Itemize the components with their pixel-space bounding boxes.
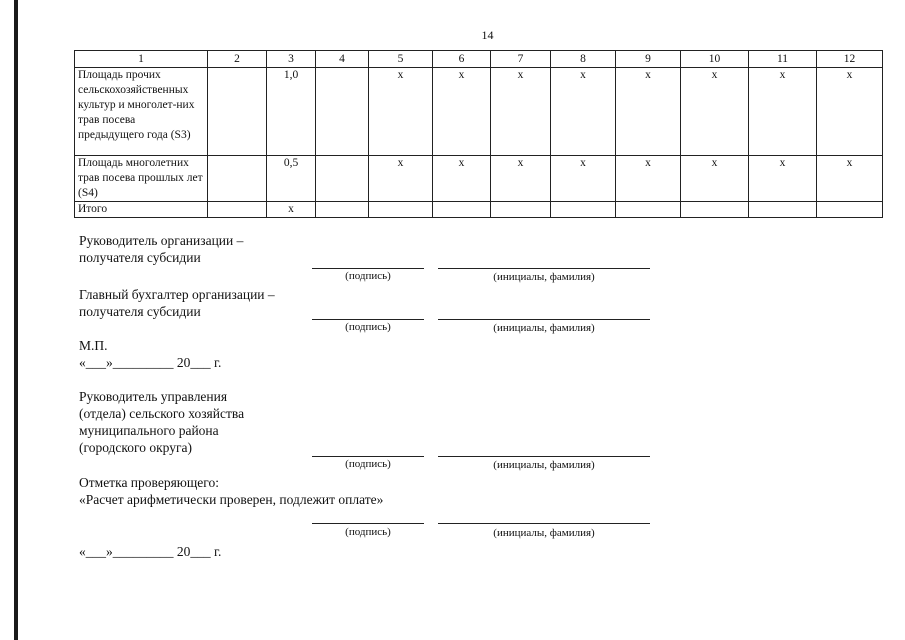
table-cell: x: [817, 68, 883, 156]
signature-line: [312, 268, 424, 269]
name-line: [438, 456, 650, 457]
table-cell: [749, 202, 817, 218]
name-line: [438, 319, 650, 320]
table-cell: [316, 68, 369, 156]
table-cell: x: [491, 68, 551, 156]
name-line: [438, 268, 650, 269]
signature-line: [312, 523, 424, 524]
table-cell: x: [491, 156, 551, 202]
table-cell: 1,0: [267, 68, 316, 156]
table-cell: [208, 68, 267, 156]
row-label: Итого: [75, 202, 208, 218]
table-cell: [316, 156, 369, 202]
inspector-mark-label: Отметка проверяющего: «Расчет арифметически проверен, подлежит оплате»: [79, 475, 384, 507]
table-cell: [369, 202, 433, 218]
table-header-cell: 7: [491, 51, 551, 68]
table-cell: x: [681, 68, 749, 156]
head-org-label: Руководитель организации – получателя субсидии: [79, 233, 244, 265]
table-header-cell: 5: [369, 51, 433, 68]
table-header-cell: 11: [749, 51, 817, 68]
table-cell: x: [267, 202, 316, 218]
table-cell: x: [616, 68, 681, 156]
head-dept-label: Руководитель управления (отдела) сельского хозяйства муниципального района (городского округа): [79, 389, 245, 455]
row-label: Площадь прочих сельскохозяйственных культур и многолет-них трав посева предыдущего года (S3): [75, 68, 208, 156]
table-header-cell: 2: [208, 51, 267, 68]
page-number: 14: [481, 28, 494, 42]
signature-caption: (подпись): [345, 458, 391, 470]
table-cell: x: [749, 68, 817, 156]
table-header-cell: 8: [551, 51, 616, 68]
table-cell: 0,5: [267, 156, 316, 202]
date-line: «___»_________ 20___ г.: [79, 544, 222, 559]
table-cell: [316, 202, 369, 218]
table-header-cell: 6: [433, 51, 491, 68]
table-cell: x: [369, 156, 433, 202]
table-cell: [817, 202, 883, 218]
chief-accountant-label: Главный бухгалтер организации – получателя субсидии: [79, 287, 275, 319]
signature-line: [312, 319, 424, 320]
table-header-cell: 1: [75, 51, 208, 68]
table-cell: x: [369, 68, 433, 156]
table-header-cell: 3: [267, 51, 316, 68]
table-header-cell: 12: [817, 51, 883, 68]
table-row: [75, 68, 883, 156]
table-header-row: [75, 51, 883, 68]
table-header-cell: 10: [681, 51, 749, 68]
row-label: Площадь многолетних трав посева прошлых лет (S4): [75, 156, 208, 202]
signature-caption: (подпись): [345, 526, 391, 538]
table-header-cell: 4: [316, 51, 369, 68]
data-table: [74, 50, 883, 218]
table-cell: x: [817, 156, 883, 202]
table-cell: [551, 202, 616, 218]
table-cell: [208, 156, 267, 202]
name-line: [438, 523, 650, 524]
table-cell: x: [433, 68, 491, 156]
table-header-cell: 9: [616, 51, 681, 68]
table-cell: [433, 202, 491, 218]
table-cell: [616, 202, 681, 218]
table-cell: [208, 202, 267, 218]
table-cell: x: [551, 68, 616, 156]
table-cell: x: [551, 156, 616, 202]
table-cell: x: [616, 156, 681, 202]
name-caption: (инициалы, фамилия): [493, 459, 595, 471]
signature-caption: (подпись): [345, 270, 391, 282]
table-cell: x: [433, 156, 491, 202]
name-caption: (инициалы, фамилия): [493, 322, 595, 334]
table-cell: x: [749, 156, 817, 202]
table-row: [75, 156, 883, 202]
table-cell: x: [681, 156, 749, 202]
name-caption: (инициалы, фамилия): [493, 271, 595, 283]
name-caption: (инициалы, фамилия): [493, 527, 595, 539]
table-row-total: [75, 202, 883, 218]
date-line: «___»_________ 20___ г.: [79, 355, 222, 370]
scan-edge-bar: [14, 0, 18, 640]
table-cell: [491, 202, 551, 218]
table-cell: [681, 202, 749, 218]
stamp-place-label: М.П.: [79, 338, 108, 353]
signature-line: [312, 456, 424, 457]
signature-caption: (подпись): [345, 321, 391, 333]
